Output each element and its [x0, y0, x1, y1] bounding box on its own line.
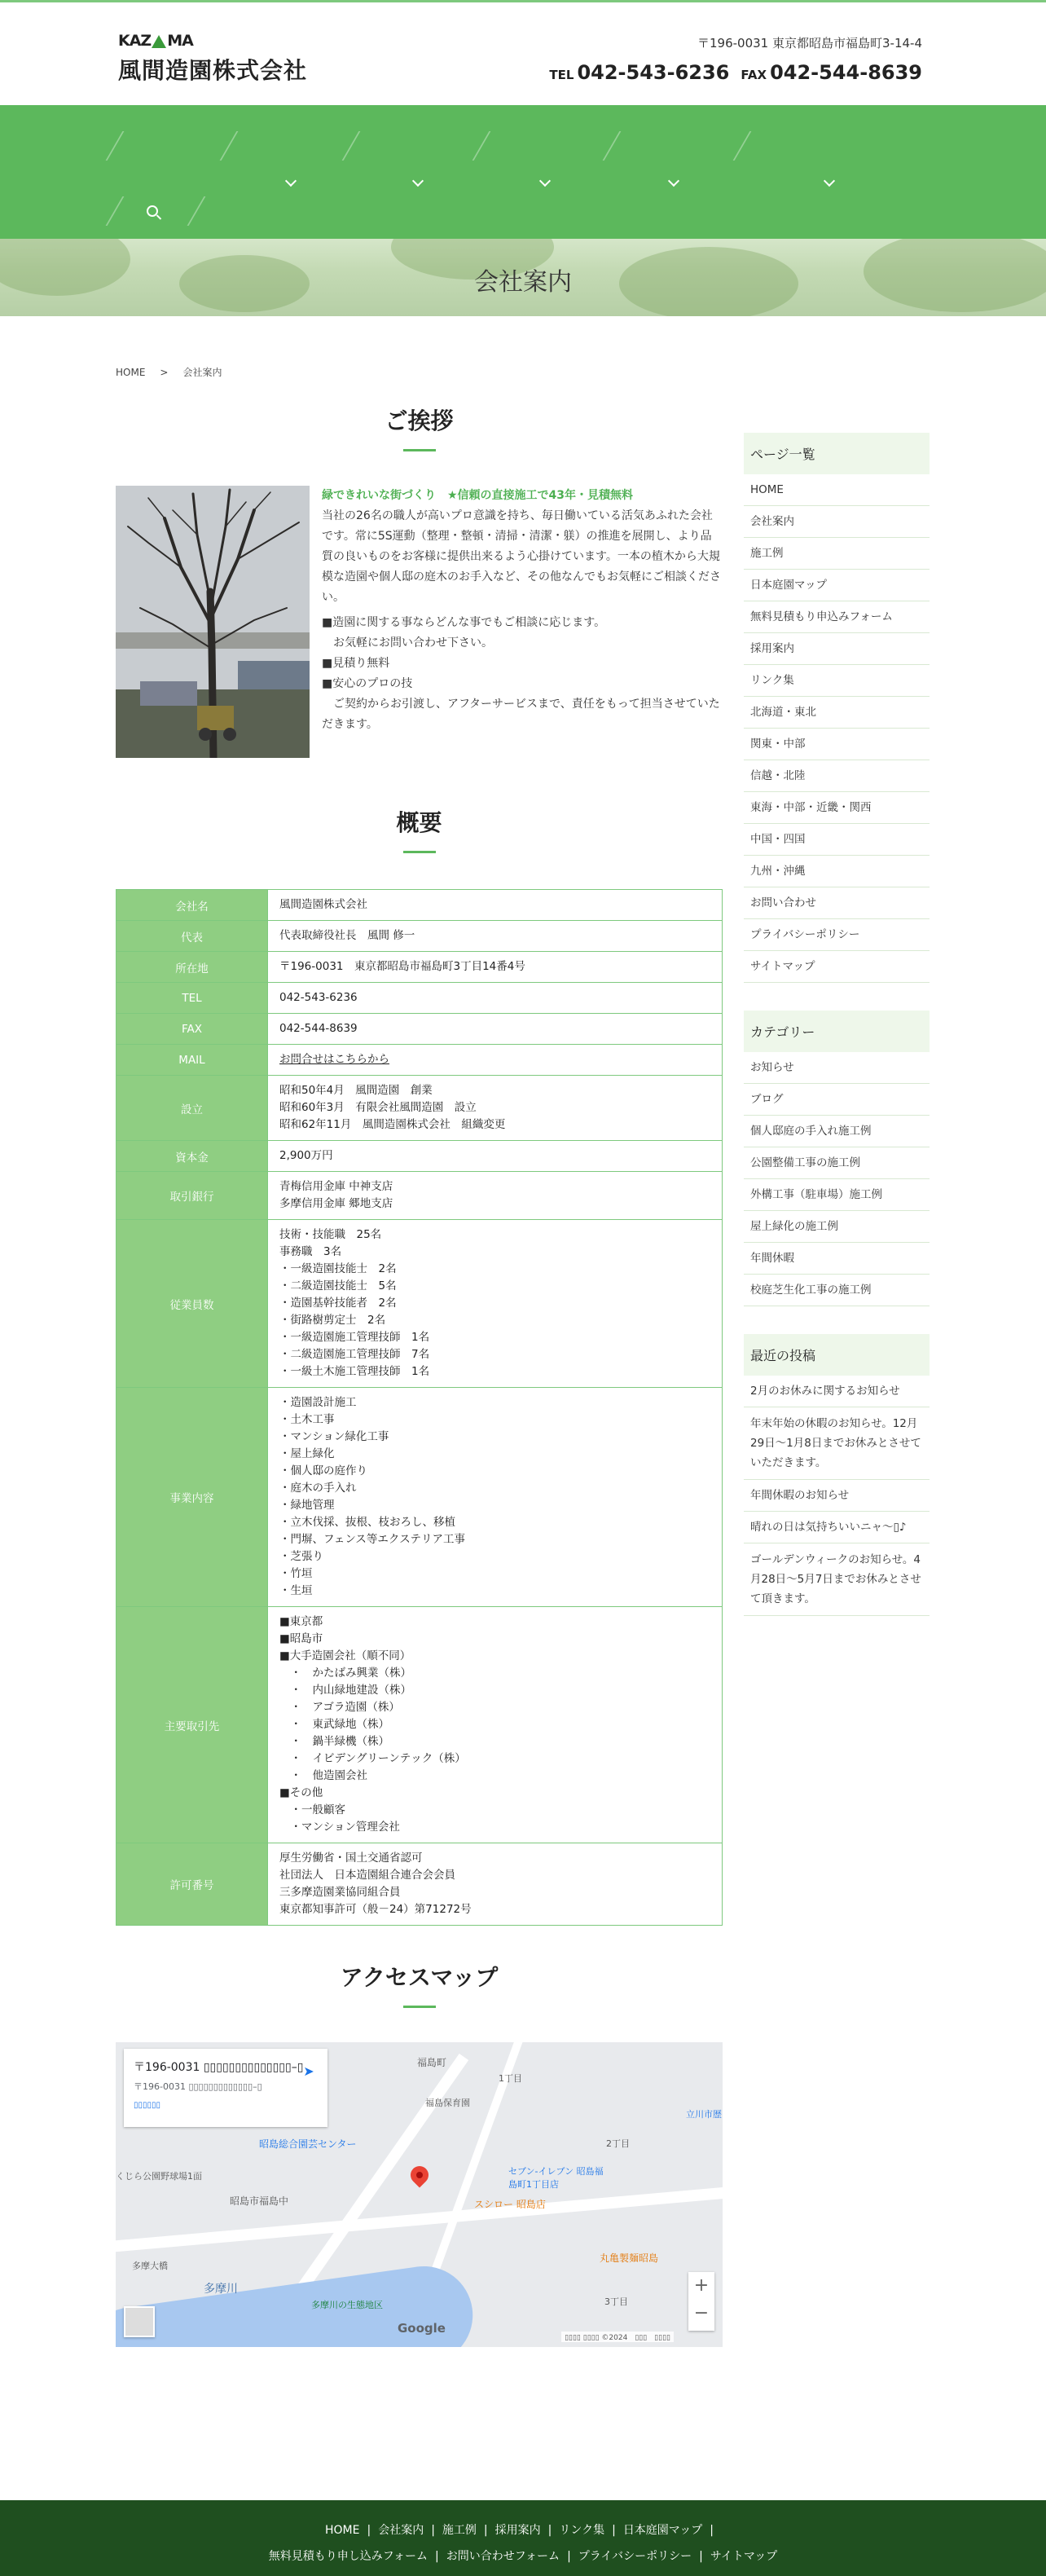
info-row	[116, 1014, 723, 1045]
page-list	[744, 474, 930, 983]
title-underline	[403, 2006, 436, 2008]
greeting-point: ■安心のプロの技	[322, 677, 413, 690]
breadcrumb-home[interactable]: HOME	[116, 367, 146, 378]
greeting-catch: 緑できれいな街づくり ★信頼の直接施工で43年・見積無料	[322, 489, 634, 502]
sidebar-page-link[interactable]: 東海・中部・近畿・関西	[744, 792, 930, 824]
greeting-body: 当社の26名の職人が高いプロ意識を持ち、毎日働いている活気あふれた会社です。常に5S運動（整理・整頓・清掃・清潔・躾）の推進を展開し、より品質の良いものをお客様に提供出来るよう心掛けています。一本の植木から大規模な造園や個人邸の庭木のお手入など、その他なんでもお気軽にご相談ください。	[322, 509, 721, 604]
footer-sep: |	[699, 2550, 703, 2563]
sidebar-page-link[interactable]: 関東・中部	[744, 729, 930, 760]
footer-link[interactable]: リンク集	[559, 2524, 605, 2537]
zoom-out-button[interactable]: −	[693, 2303, 710, 2323]
page-title: 会社案内	[474, 268, 572, 297]
google-logo: Google	[398, 2321, 446, 2336]
overview-title: 概要	[396, 809, 442, 836]
sidebar-page-link[interactable]: 北海道・東北	[744, 697, 930, 729]
map-card-address: 〒196-0031 ▯▯▯▯▯▯▯▯▯▯▯▯▯–▯	[134, 2081, 262, 2092]
footer-sep: |	[435, 2550, 439, 2563]
footer-link[interactable]: 会社案内	[378, 2524, 424, 2537]
chevron-down-icon[interactable]	[824, 175, 835, 187]
greeting-point: ■見積り無料	[322, 657, 390, 670]
nav-divider	[106, 131, 125, 161]
info-row	[116, 1843, 723, 1926]
sidebar-page-link[interactable]: 会社案内	[744, 506, 930, 538]
info-value: 厚生労働省・国土交通省認可 社団法人 日本造園組合連合会会員 三多摩造園業協同組合員 東京都知事許可（般－24）第71272号	[268, 1843, 723, 1926]
sidebar-recent-post[interactable]: 晴れの日は気持ちいいニャ〜▯♪	[744, 1512, 930, 1543]
footer-link[interactable]: お問い合わせフォーム	[446, 2550, 560, 2563]
sidebar-page-link[interactable]: サイトマップ	[744, 951, 930, 983]
company-info-table	[116, 889, 723, 1926]
greeting-point: ご契約からお引渡し、アフターサービスまで、責任をもって担当させていただきます。	[322, 698, 720, 731]
access-title: アクセスマップ	[340, 1964, 499, 1991]
info-label: TEL	[116, 983, 268, 1014]
map-label: 福島町	[417, 2057, 447, 2068]
nav-divider	[472, 131, 491, 161]
breadcrumb	[116, 365, 236, 379]
info-label: 取引銀行	[116, 1172, 268, 1220]
info-row	[116, 1141, 723, 1172]
map-label: セブン-イレブン 昭島福島町1丁目店	[508, 2166, 604, 2190]
fax-label: FAX	[741, 68, 767, 82]
chevron-down-icon[interactable]	[668, 175, 679, 187]
site-header	[0, 2, 1046, 105]
footer-link[interactable]: プライバシーポリシー	[578, 2550, 692, 2563]
info-row	[116, 1388, 723, 1607]
nav-divider	[220, 131, 239, 161]
info-row	[116, 1076, 723, 1141]
map-label: くじら公園野球場1面	[116, 2171, 202, 2182]
company-name: 風間造園株式会社	[118, 57, 308, 84]
info-value: 昭和50年4月 風間造園 創業 昭和60年3月 有限会社風間造園 設立 昭和62年11月 風間造園株式会社 組織変更	[268, 1076, 723, 1141]
map-label: 立川市歴	[686, 2109, 722, 2120]
google-map[interactable]	[116, 2042, 723, 2347]
tel-number[interactable]: 042-543-6236	[577, 61, 730, 84]
greeting-point: お気軽にお問い合わせ下さい。	[322, 636, 493, 650]
map-pin-icon[interactable]	[407, 2162, 432, 2187]
category-list	[744, 1052, 930, 1306]
main-content	[116, 403, 723, 2347]
footer-link[interactable]: 日本庭園マップ	[622, 2524, 703, 2537]
footer-sep: |	[612, 2524, 616, 2537]
sidebar-recent-post[interactable]: ゴールデンウィークのお知らせ。4月28日～5月7日までお休みとさせて頂きます。	[744, 1543, 930, 1616]
info-label: 所在地	[116, 952, 268, 983]
info-label: 資本金	[116, 1141, 268, 1172]
map-copyright: ▯▯▯▯ ▯▯▯▯ ©2024 ▯▯▯ ▯▯▯▯	[561, 2332, 674, 2342]
map-label: 1丁目	[499, 2073, 522, 2084]
map-label: 丸亀製麺昭島	[600, 2252, 659, 2264]
sidebar-category-link[interactable]: ブログ	[744, 1084, 930, 1116]
footer-sep: |	[710, 2524, 714, 2537]
map-label: 多摩川	[204, 2283, 238, 2296]
footer-sep: |	[367, 2524, 371, 2537]
map-label: 昭島市福島中	[230, 2195, 289, 2207]
sidebar-heading: ページ一覧	[744, 433, 930, 474]
info-label: FAX	[116, 1014, 268, 1045]
info-label: 設立	[116, 1076, 268, 1141]
info-label: 従業員数	[116, 1220, 268, 1388]
greeting-title: ご挨拶	[385, 407, 454, 434]
logo[interactable]	[118, 32, 307, 86]
info-value: ■東京都 ■昭島市 ■大手造園会社（順不同） ・ かたばみ興業（株） ・ 内山緑地建設（株） ・ アゴラ造園（株） ・ 東武緑地（株） ・ 鍋半緑機（株） ・ イビデングリーンテック（株） ・ 他造園会社 ■その他 ・一般顧客 ・マンション管理会社	[268, 1607, 723, 1843]
sidebar-page-link[interactable]: 無料見積もり申込みフォーム	[744, 601, 930, 633]
fax-number: 042-544-8639	[770, 61, 922, 84]
sidebar-page-link[interactable]: 日本庭園マップ	[744, 570, 930, 601]
footer-sep: |	[567, 2550, 571, 2563]
footer-link[interactable]: サイトマップ	[710, 2550, 778, 2563]
footer-link[interactable]: 施工例	[442, 2524, 477, 2537]
info-row	[116, 921, 723, 952]
global-nav	[0, 105, 1046, 239]
sidebar-category-link[interactable]: 年間休暇	[744, 1243, 930, 1275]
sidebar-heading: カテゴリー	[744, 1011, 930, 1052]
logo-mark: KAZ MA	[118, 32, 193, 50]
footer-link[interactable]: 無料見積もり申し込みフォーム	[268, 2550, 429, 2563]
sidebar-recent-post[interactable]: 年末年始の休暇のお知らせ。12月29日～1月8日までお休みとさせていただきます。	[744, 1407, 930, 1480]
sidebar-category-link[interactable]: 公園整備工事の施工例	[744, 1147, 930, 1179]
map-zoom-control	[688, 2272, 714, 2331]
sidebar-page-link[interactable]: リンク集	[744, 665, 930, 697]
map-label: 多摩大橋	[132, 2261, 168, 2271]
info-value: 技術・技能職 25名 事務職 3名 ・一級造園技能士 2名 ・二級造園技能士 5名 ・造園基幹技能者 2名 ・街路樹剪定士 2名 ・一級造園施工管理技師 1名 ・二級造園施工管理技師 7名 ・一級土木施工管理技師 1名	[268, 1220, 723, 1388]
info-row	[116, 983, 723, 1014]
info-label: 会社名	[116, 890, 268, 921]
info-value: 風間造園株式会社	[268, 890, 723, 921]
info-row	[116, 1172, 723, 1220]
site-footer	[0, 2500, 1046, 2576]
info-row	[116, 1045, 723, 1076]
footer-links-row	[0, 2547, 1046, 2564]
greeting-section	[116, 486, 723, 763]
sidebar-page-link[interactable]: お問い合わせ	[744, 887, 930, 919]
info-value: 〒196-0031 東京都昭島市福島町3丁目14番4号	[268, 952, 723, 983]
sidebar-page-link[interactable]: 中国・四国	[744, 824, 930, 856]
map-card-link[interactable]: ▯▯▯▯▯▯	[134, 2101, 161, 2110]
info-label: 許可番号	[116, 1843, 268, 1926]
search-icon[interactable]	[147, 205, 158, 217]
info-value[interactable]: お問合せはこちらから	[268, 1045, 723, 1076]
tree-photo	[116, 486, 310, 758]
info-value: 2,900万円	[268, 1141, 723, 1172]
recent-posts	[744, 1376, 930, 1616]
info-label: 事業内容	[116, 1388, 268, 1607]
chevron-down-icon[interactable]	[539, 175, 551, 187]
sidebar-page-link[interactable]: プライバシーポリシー	[744, 919, 930, 951]
sidebar-category-link[interactable]: 校庭芝生化工事の施工例	[744, 1275, 930, 1306]
info-label: 主要取引先	[116, 1607, 268, 1843]
nav-divider	[603, 131, 622, 161]
info-row	[116, 890, 723, 921]
map-label: 多摩川の生態地区	[311, 2300, 383, 2310]
info-value: 代表取締役社長 風間 修一	[268, 921, 723, 952]
sidebar-page-link[interactable]: HOME	[744, 474, 930, 506]
nav-divider	[187, 196, 206, 226]
tel-label: TEL	[549, 68, 574, 82]
info-label: 代表	[116, 921, 268, 952]
zoom-in-button[interactable]: +	[693, 2275, 710, 2296]
greeting-point: ■造園に関する事ならどんな事でもご相談に応じます。	[322, 616, 606, 629]
sidebar	[744, 403, 930, 1616]
sidebar-page-link[interactable]: 信越・北陸	[744, 760, 930, 792]
header-phone	[549, 61, 922, 84]
footer-link[interactable]: 採用案内	[494, 2524, 541, 2537]
sidebar-page-link[interactable]: 九州・沖縄	[744, 856, 930, 887]
footer-sep: |	[547, 2524, 552, 2537]
chevron-down-icon[interactable]	[285, 175, 297, 187]
nav-divider	[733, 131, 752, 161]
footer-sep: |	[431, 2524, 435, 2537]
info-value: 042-543-6236	[268, 983, 723, 1014]
street-view-icon[interactable]	[124, 2306, 155, 2337]
sidebar-recent-post[interactable]: 2月のお休みに関するお知らせ	[744, 1376, 930, 1407]
breadcrumb-sep: >	[160, 367, 169, 378]
footer-links-row	[0, 2521, 1046, 2538]
sidebar-page-link[interactable]: 採用案内	[744, 633, 930, 665]
greeting-text	[322, 486, 721, 735]
header-address: 〒196-0031 東京都昭島市福島町3-14-4	[697, 36, 922, 51]
sidebar-page-link[interactable]: 施工例	[744, 538, 930, 570]
chevron-down-icon[interactable]	[412, 175, 424, 187]
nav-divider	[106, 196, 125, 226]
map-label: スシロー 昭島店	[474, 2199, 546, 2210]
info-value: 青梅信用金庫 中神支店 多摩信用金庫 郷地支店	[268, 1172, 723, 1220]
map-label: 3丁目	[604, 2296, 628, 2307]
logo-triangle-icon	[152, 35, 166, 48]
map-label: 2丁目	[606, 2138, 630, 2149]
nav-divider	[342, 131, 361, 161]
info-value: 042-544-8639	[268, 1014, 723, 1045]
map-label: 福島保育園	[425, 2098, 470, 2108]
map-info-card	[124, 2049, 327, 2127]
sidebar-category-link[interactable]: 屋上緑化の施工例	[744, 1211, 930, 1243]
footer-link[interactable]: HOME	[325, 2524, 360, 2537]
tree-illustration	[116, 486, 310, 758]
breadcrumb-current: 会社案内	[182, 367, 222, 378]
sidebar-category-link[interactable]: 外構工事（駐車場）施工例	[744, 1179, 930, 1211]
sidebar-category-link[interactable]: お知らせ	[744, 1052, 930, 1084]
map-label: 昭島総合園芸センター	[259, 2138, 357, 2150]
sidebar-recent-post[interactable]: 年間休暇のお知らせ	[744, 1480, 930, 1512]
info-value: ・造園設計施工 ・土木工事 ・マンション緑化工事 ・屋上緑化 ・個人邸の庭作り ・庭木の手入れ ・緑地管理 ・立木伐採、抜根、枝おろし、移植 ・門塀、フェンス等エクステリア工事 ・芝張り ・竹垣 ・生垣	[268, 1388, 723, 1607]
sidebar-category-link[interactable]: 個人邸庭の手入れ施工例	[744, 1116, 930, 1147]
header-contact	[549, 34, 922, 84]
sidebar-heading: 最近の投稿	[744, 1334, 930, 1376]
info-row	[116, 1607, 723, 1843]
info-label: MAIL	[116, 1045, 268, 1076]
info-row	[116, 1220, 723, 1388]
directions-icon[interactable]: ➤	[303, 2063, 314, 2079]
title-underline	[403, 851, 436, 853]
footer-sep: |	[483, 2524, 488, 2537]
title-underline	[403, 449, 436, 451]
map-card-title: 〒196-0031 ▯▯▯▯▯▯▯▯▯▯▯▯▯▯–▯	[134, 2061, 304, 2074]
page-hero	[0, 239, 1046, 316]
info-row	[116, 952, 723, 983]
